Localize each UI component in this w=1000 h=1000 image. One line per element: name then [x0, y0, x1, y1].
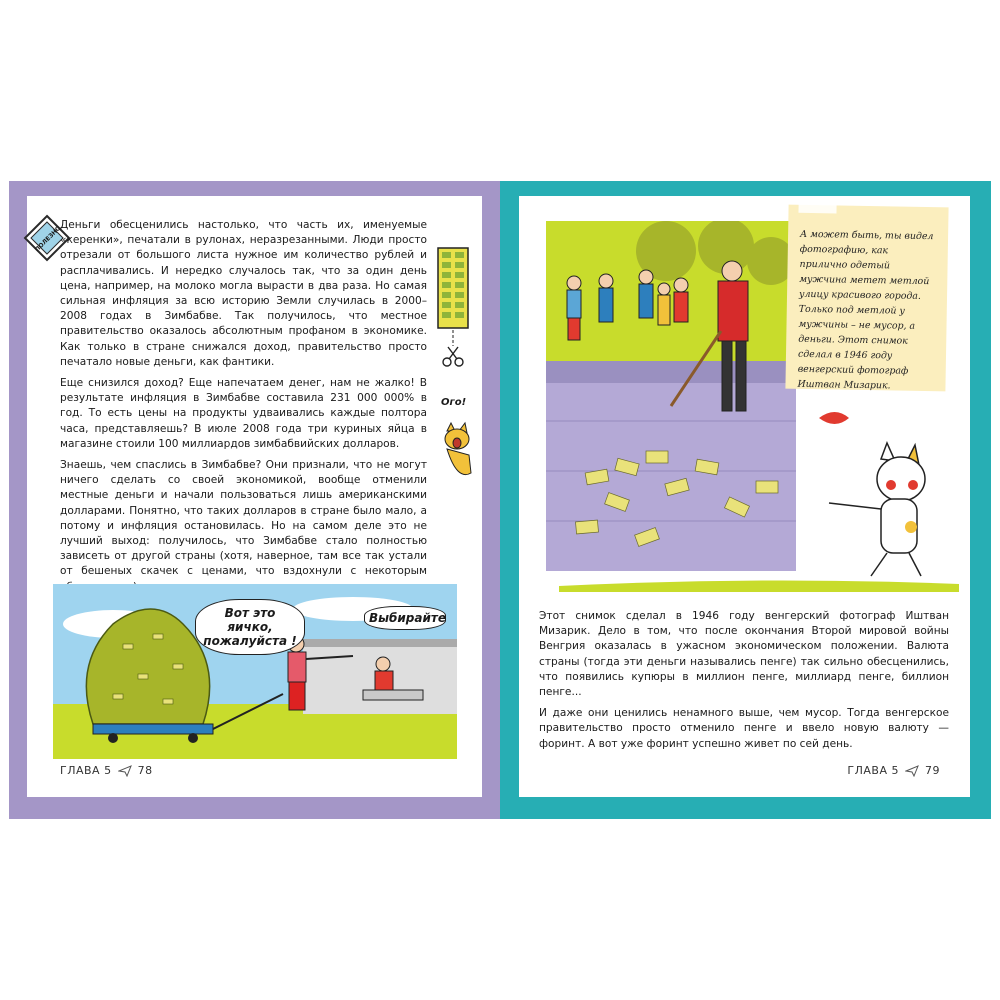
- paper-plane-icon: [905, 765, 919, 777]
- left-page-number: 78: [137, 764, 153, 777]
- book-spread: [9, 181, 991, 819]
- speech-bubble-choose: Выбирайте: [364, 606, 446, 630]
- right-body-text: [539, 609, 949, 758]
- right-footer: [847, 764, 940, 777]
- left-page: [27, 196, 482, 797]
- right-paragraph-1: Этот снимок сделал в 1946 году венгерский фотограф Иштван Мизарик. Дело в том, что после окончания Второй мировой войны Венгрия оказалась в ужасном экономическом положении. Валюта страны (тогда эти деньги назывались пенге) так сильно обесценились, что появились купюры в миллион пенге, миллиард пенге, биллион пенге...: [539, 610, 949, 699]
- left-page-border: [9, 181, 500, 819]
- left-body-text: [60, 218, 427, 601]
- cat-illustration: [809, 431, 959, 581]
- sweeping-money-illustration: [546, 221, 796, 571]
- surprised-cat-illustration: [439, 421, 477, 481]
- left-paragraph-1: Деньги обесценились настолько, что часть их, именуемые «керенки», печатали в рулонах, неразрезанными. Люди просто отрезали от большого листа нужное им количество рублей и расплачивались. И нередко случалось так, что за один день цена, например, на молоко могла вырасти в два раза. Но самая сильная инфляция за всю историю Земли случилась в 2000–2008 годах в Зимбабве. Так получилось, что местное правительство оказалось абсолютным профаном в экономике. Как только в стране снижался доход, правительство просто печатало новые деньги, как фантики.: [60, 219, 427, 368]
- left-paragraph-3: Знаешь, чем спаслись в Зимбабве? Они признали, что не могут ничего сделать со своей экономикой, вообще отменили местные деньги и начали пользоваться лишь американскими долларами. Понятно, что таких долларов в стране было мало, а потому и инфляция остановилась. Но на самом деле это не лучший выход: получилось, что Зимбабве стало полностью зависеть от другой страны (хотя, наверное, там все так устали от бешеных скачек с ценами, что вздохнули с некоторым: [60, 459, 427, 578]
- note-tape-left: [798, 199, 836, 214]
- left-paragraph-2: Еще снизился доход? Еще напечатаем денег, нам не жалко! В результате инфляция в Зимбабве составила 231 000 000% в год. То есть цены на продукты удваивались каждые полтора часа, представляешь? В июле 2008 года три куриных яйца в магазине стоили 100 миллиардов зимбабвийских долларов.: [60, 377, 427, 450]
- red-fish-doodle: [815, 406, 855, 430]
- badge-label: ПОЛЕЗНО: [33, 224, 63, 254]
- left-chapter-label: ГЛАВА 5: [60, 764, 112, 777]
- money-roll-illustration: [436, 246, 472, 376]
- cat-exclamation: Ого!: [441, 397, 467, 408]
- grass-strip: [559, 576, 959, 592]
- right-chapter-label: ГЛАВА 5: [847, 764, 899, 777]
- sticky-note-text: А может быть, ты видел фотографию, как прилично одетый мужчина метет метлой улицу красивого города. Только под метлой у мужчины – не мусор, а деньги. Этот снимок сделал в 1946 году венгерский фотограф Иштван Мизарик.: [797, 228, 934, 392]
- right-page-border: [500, 181, 991, 819]
- right-paragraph-2: И даже они ценились ненамного выше, чем мусор. Тогда венгерское правительство просто отменило пенге и ввело новую валюту — форинт. А вот уже форинт успешно живет по сей день.: [539, 707, 949, 750]
- speech-bubble-egg: Вот это яичко, пожалуйста !: [195, 599, 305, 655]
- right-page-number: 79: [925, 764, 940, 777]
- scissors-icon: [443, 347, 463, 366]
- paper-plane-icon: [118, 765, 132, 777]
- left-footer: [60, 764, 153, 777]
- sticky-note: [785, 205, 948, 392]
- right-page: [519, 196, 970, 797]
